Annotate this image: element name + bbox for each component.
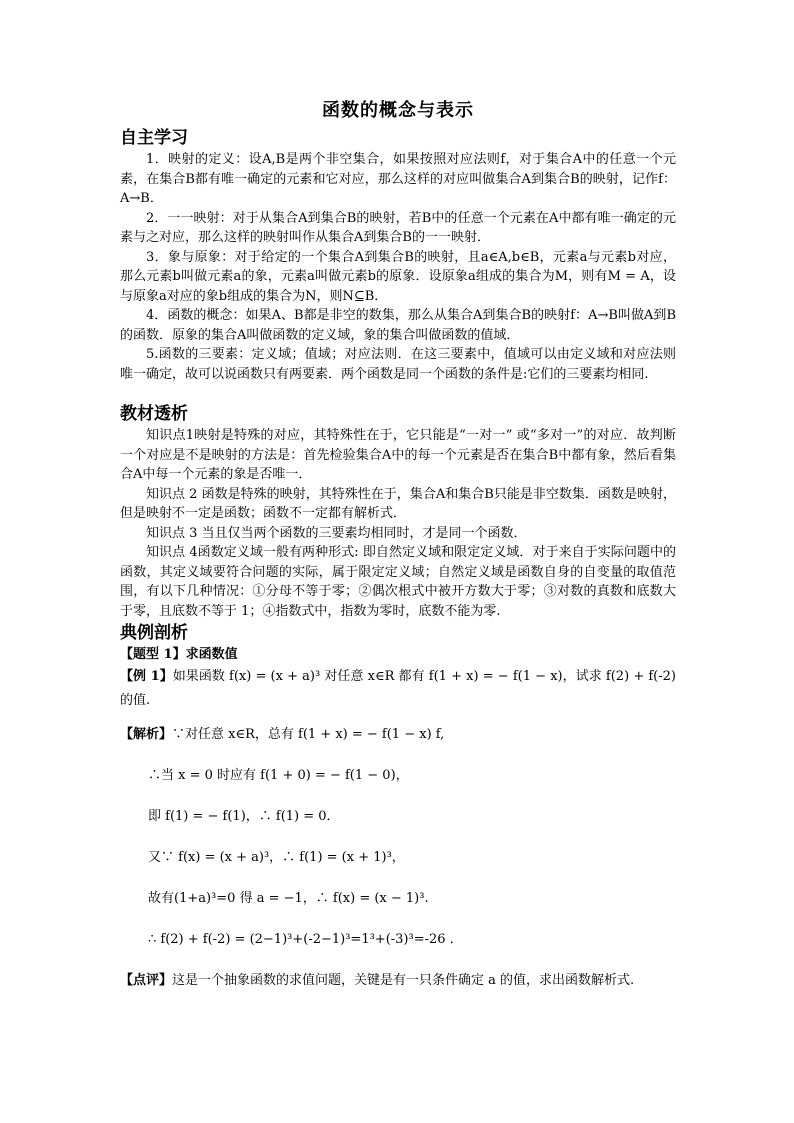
solution-step: 即 f(1) = − f(1)，∴ f(1) = 0． <box>148 809 340 824</box>
solution-step: 故有(1+a)³=0 得 a = −1，∴ f(x) = (x − 1)³. <box>148 891 429 906</box>
question-type-label: 【题型 1】求函数值 <box>120 647 238 662</box>
paragraph-knowledge-point-2: 知识点 2 函数是特殊的映射，其特殊性在于，集合A和集合B只能是非空数集．函数是映射，但是映射不一定是函数；函数不一定都有解析式． <box>120 486 676 521</box>
solution-step: ∴ f(2) + f(-2) = (2−1)³+(-2−1)³=1³+(-3)³=-26 ． <box>148 932 463 947</box>
example-text: 如果函数 f(x) = (x + a)³ 对任意 x∈R 都有 f(1 + x) = − f(1 − x)，试求 f(2) + f(-2) 的值. <box>120 669 676 708</box>
solution-first-line <box>120 725 676 745</box>
paragraph-image-preimage: 3．象与原象：对于给定的一个集合A到集合B的映射，且a∈A,b∈B，元素a与元素b对应，那么元素b叫做元素a的象，元素a叫做元素b的原象．设原象a组成的集合为M，则有M = A，设与原象a对应的象b组成的集合为N，则N⊆B． <box>120 249 676 304</box>
section-self-study <box>120 126 676 384</box>
paragraph-function-concept: 4．函数的概念：如果A、B都是非空的数集，那么从集合A到集合B的映射f：A→B叫做A到B的函数．原象的集合A叫做函数的定义域，象的集合叫做函数的值域． <box>120 308 676 343</box>
section-textbook-analysis <box>120 402 676 621</box>
section-heading: 教材透析 <box>120 404 188 424</box>
document-page <box>120 96 676 991</box>
paragraph-knowledge-point-1: 知识点1映射是特殊的对应，其特殊性在于，它只能是“一对一” 或“多对一”的对应．故判断一个对应是不是映射的方法是：首先检验集合A中的每一个元素是否在集合B中都有象，然后看集合A中每一个元素的象是否唯一． <box>120 428 676 482</box>
paragraph-three-elements: 5.函数的三要素：定义域；值域；对应法则．在这三要素中，值域可以由定义域和对应法则唯一确定，故可以说函数只有两要素．两个函数是同一个函数的条件是:它们的三要素均相同. <box>120 347 676 382</box>
example-tag: 【例 1】 <box>120 669 173 684</box>
comment <box>120 971 676 991</box>
solution-text: ∵对任意 x∈R，总有 f(1 + x) = − f(1 − x) f, <box>172 727 445 742</box>
comment-text: 这是一个抽象函数的求值问题，关键是有一只条件确定 a 的值，求出函数解析式. <box>172 973 635 988</box>
section-heading: 自主学习 <box>120 128 188 148</box>
paragraph-one-to-one-mapping: 2．一一映射：对于从集合A到集合B的映射，若B中的任意一个元素在A中都有唯一确定的元素与之对应，那么这样的映射叫作从集合A到集合B的一一映射． <box>120 210 676 245</box>
solution-step: ∴当 x = 0 时应有 f(1 + 0) = − f(1 − 0)， <box>148 768 409 783</box>
paragraph-mapping-definition: 1．映射的定义：设A,B是两个非空集合，如果按照对应法则f，对于集合A中的任意一个元素，在集合B都有唯一确定的元素和它对应，那么这样的对应叫做集合A到集合B的映射，记作f：A→B． <box>120 152 676 206</box>
solution-step: 又∵ f(x) = (x + a)³，∴ f(1) = (x + 1)³， <box>148 850 405 865</box>
comment-tag: 【点评】 <box>120 973 173 988</box>
example-1 <box>120 665 676 713</box>
solution-tag: 【解析】 <box>120 727 173 742</box>
section-example-analysis <box>120 621 676 991</box>
page-title: 函数的概念与表示 <box>322 100 474 121</box>
section-heading: 典例剖析 <box>120 623 188 643</box>
paragraph-knowledge-point-3: 知识点 3 当且仅当两个函数的三要素均相同时，才是同一个函数． <box>146 525 527 541</box>
paragraph-knowledge-point-4: 知识点 4函数定义域一般有两种形式: 即自然定义域和限定定义域．对于来自于实际问题中的函数，其定义域要符合问题的实际，属于限定定义域；自然定义域是函数自身的自变量的取值范围，有以下几种情况：①分母不等于零；②偶次根式中被开方数大于零；③对数的真数和底数大于零，且底数不等于 1；④指数式中，指数为零时，底数不能为零. <box>120 545 676 619</box>
